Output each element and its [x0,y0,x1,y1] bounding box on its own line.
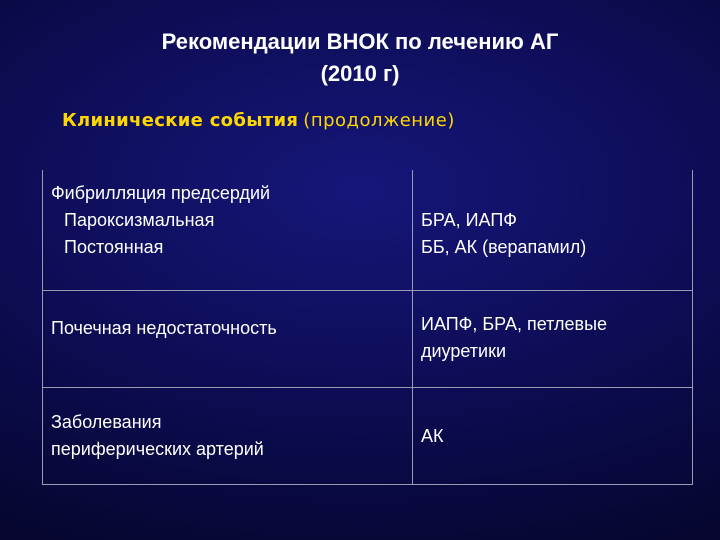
condition-heading: Фибрилляция предсердий [51,183,271,203]
table-row [43,170,693,290]
treatment-line: БРА, ИАПФ [421,210,517,230]
table-row [43,387,693,484]
treatment-cell [413,290,693,387]
table-row [43,290,693,387]
subtitle-main: Клинические события [62,110,299,131]
section-subtitle [62,108,455,133]
page-title-line-2: (2010 г) [320,61,400,86]
cell-spacer [421,180,684,207]
condition-subitem: Пароксизмальная [64,210,215,230]
subtitle-note: (продолжение) [303,110,455,131]
page-title [0,26,720,90]
treatment-line: ИАПФ, БРА, петлевые [421,313,608,334]
condition-cell [43,170,413,290]
recommendations-table [42,170,693,485]
page-title-line-1: Рекомендации ВНОК по лечению АГ [161,29,559,54]
condition-line: Почечная недостаточность [51,317,277,338]
condition-line: Заболевания [51,411,162,432]
treatment-line: диуретики [421,340,507,361]
condition-subitem: Постоянная [64,237,164,257]
treatment-line: ББ, АК (верапамил) [421,237,587,257]
condition-line: периферических артерий [51,438,264,459]
treatment-line: АК [421,425,444,446]
condition-cell [43,387,413,484]
condition-cell [43,290,413,387]
treatment-cell [413,170,693,290]
treatment-cell [413,387,693,484]
